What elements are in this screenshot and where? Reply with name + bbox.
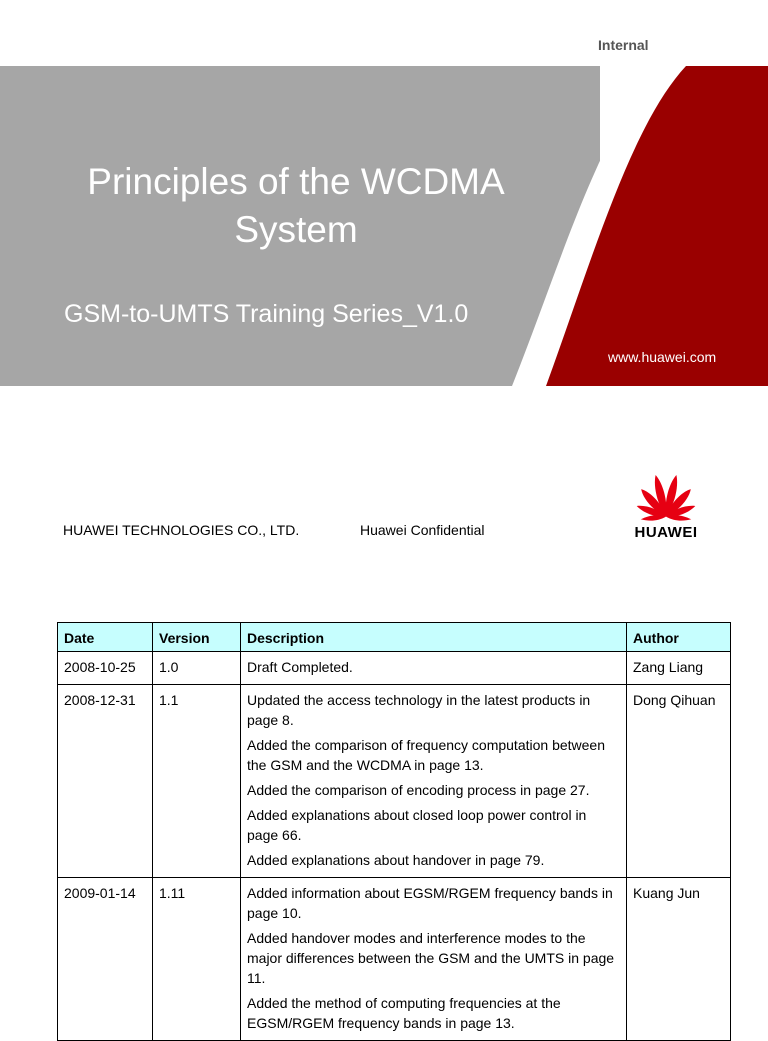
column-header-date: Date [58, 623, 153, 652]
revision-history-table [57, 622, 731, 1041]
classification-label: Internal [598, 37, 649, 53]
cell-author: Dong Qihuan [627, 685, 731, 878]
cell-author: Kuang Jun [627, 878, 731, 1041]
presentation-subtitle: GSM-to-UMTS Training Series_V1.0 [64, 300, 469, 328]
table-row [58, 878, 731, 1041]
description-line: Added the method of computing frequencies at the EGSM/RGEM frequency bands in page 13. [247, 995, 561, 1031]
table-header-row [58, 623, 731, 652]
description-line: Added information about EGSM/RGEM frequency bands in page 10. [247, 885, 613, 921]
company-name: HUAWEI TECHNOLOGIES CO., LTD. [63, 522, 300, 538]
description-line: Added handover modes and interference modes to the major differences between the GSM and the UMTS in page 11. [247, 930, 615, 986]
column-header-author: Author [627, 623, 731, 652]
description-line: Added explanations about handover in page 79. [247, 852, 545, 868]
description-line: Added explanations about closed loop power control in page 66. [247, 807, 587, 843]
table-row [58, 652, 731, 685]
presentation-title: Principles of the WCDMA System [87, 161, 505, 250]
cell-description [241, 685, 627, 878]
cell-version: 1.0 [153, 652, 241, 685]
cell-date: 2008-12-31 [58, 685, 153, 878]
table-row [58, 685, 731, 878]
cell-version: 1.1 [153, 685, 241, 878]
cell-date: 2008-10-25 [58, 652, 153, 685]
cell-version: 1.11 [153, 878, 241, 1041]
description-line: Updated the access technology in the latest products in page 8. [247, 692, 591, 728]
column-header-version: Version [153, 623, 241, 652]
confidentiality-label: Huawei Confidential [360, 522, 485, 538]
description-line: Added the comparison of encoding process in page 27. [247, 782, 590, 798]
description-line: Added the comparison of frequency computation between the GSM and the WCDMA in page 13. [247, 737, 606, 773]
column-header-description: Description [241, 623, 627, 652]
cell-description [241, 652, 627, 685]
huawei-logo-text: HUAWEI [634, 524, 698, 541]
cell-date: 2009-01-14 [58, 878, 153, 1041]
cell-author: Zang Liang [627, 652, 731, 685]
website-link[interactable]: www.huawei.com [608, 349, 717, 365]
description-line: Draft Completed. [247, 659, 353, 675]
cell-description [241, 878, 627, 1041]
